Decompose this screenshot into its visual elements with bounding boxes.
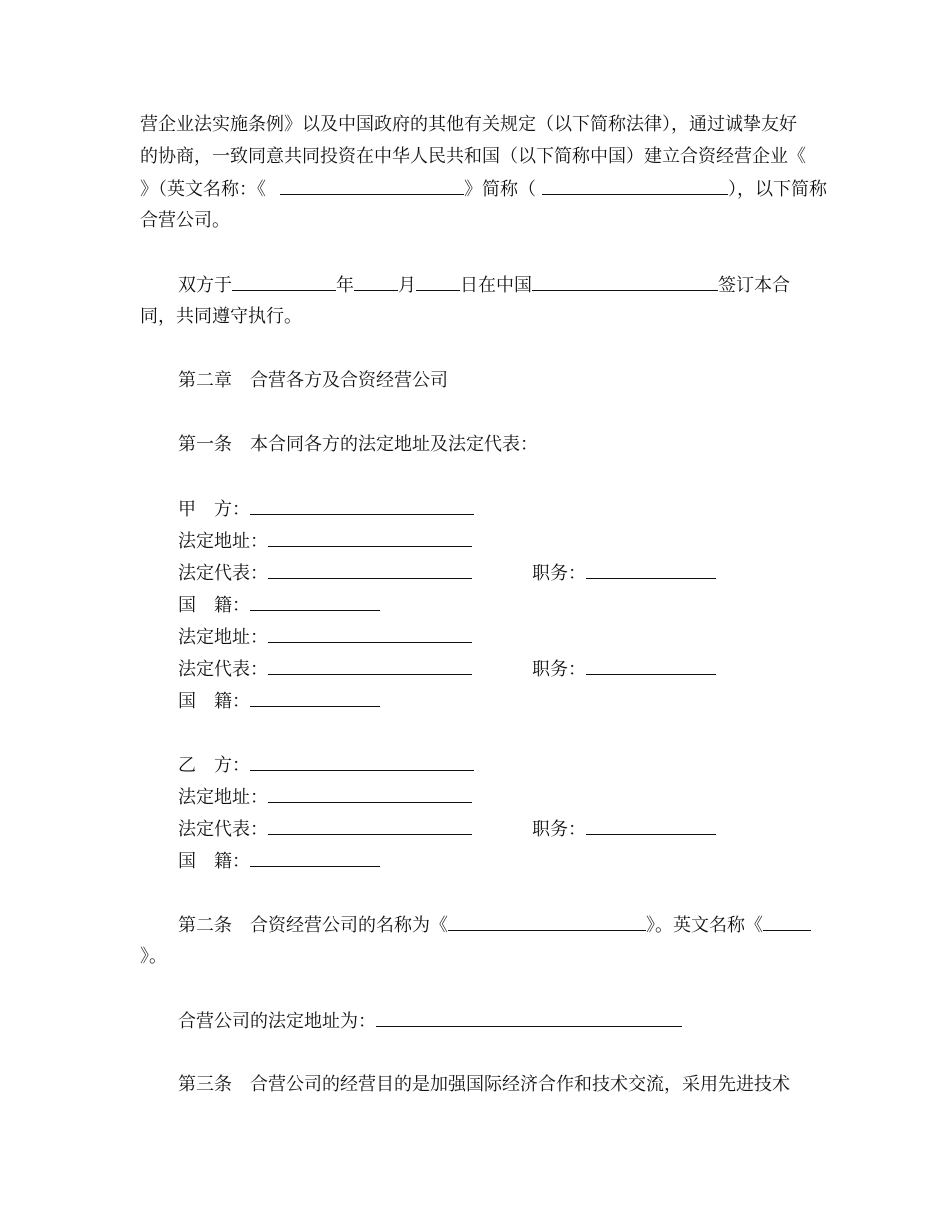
company-english-name-blank[interactable] [763,914,811,931]
english-name-blank[interactable] [280,178,464,195]
party-b-label: 乙 方： [178,755,250,776]
legal-address-label: 合营公司的法定地址为： [178,1011,376,1032]
party-b-rep-blank[interactable] [268,818,472,835]
legal-address-row [178,1010,682,1032]
party-b-nationality-row [178,850,380,872]
party-a-address2-label: 法定地址： [178,627,268,648]
party-a-nationality-row [178,594,380,616]
party-a-nationality2-blank[interactable] [250,690,380,707]
article-2-line-2: 》。 [140,946,167,967]
party-a-address2-row [178,626,472,648]
party-a-rep2-blank[interactable] [268,658,472,675]
party-a-position2-row [532,658,716,680]
party-a-position2-label: 职务： [532,659,586,680]
party-a-position-blank[interactable] [586,562,716,579]
signing-a: 双方于 [178,275,232,296]
party-a-nationality-label: 国 籍： [178,595,250,616]
party-b-position-label: 职务： [532,819,586,840]
legal-address-blank[interactable] [376,1010,682,1027]
party-a-nationality2-row [178,690,380,712]
party-a-label: 甲 方： [178,499,250,520]
party-a-rep2-row [178,658,472,680]
intro-line-1: 营企业法实施条例》以及中国政府的其他有关规定（以下简称法律），通过诚挚友好 [140,114,797,135]
party-a-address-row [178,530,472,552]
party-a-address-blank[interactable] [268,530,472,547]
company-name-blank[interactable] [448,914,646,931]
party-b-name-row [178,754,474,776]
party-a-rep-blank[interactable] [268,562,472,579]
signing-line-1 [178,274,790,296]
signing-year: 年 [336,275,354,296]
day-blank[interactable] [416,274,460,291]
party-a-rep2-label: 法定代表： [178,659,268,680]
party-a-position-label: 职务： [532,563,586,584]
party-a-rep-row [178,562,472,584]
month-blank[interactable] [354,274,398,291]
article-2-b: 》。英文名称《 [646,915,763,936]
party-b-nationality-blank[interactable] [250,850,380,867]
article-2-line-1 [178,914,811,936]
intro-line-3-c: ），以下简称 [728,179,827,200]
party-a-position2-blank[interactable] [586,658,716,675]
article-1: 第一条 本合同各方的法定地址及法定代表： [178,434,538,455]
party-a-address-label: 法定地址： [178,531,268,552]
party-a-rep-label: 法定代表： [178,563,268,584]
signing-month: 月 [398,275,416,296]
intro-line-3 [140,178,827,200]
party-b-position-row [532,818,716,840]
intro-line-4: 合营公司。 [140,210,230,231]
party-b-address-label: 法定地址： [178,787,268,808]
signing-b: 签订本合 [718,275,790,296]
article-3: 第三条 合营公司的经营目的是加强国际经济合作和技术交流，采用先进技术 [178,1074,790,1095]
party-b-position-blank[interactable] [586,818,716,835]
party-a-name-blank[interactable] [250,498,474,515]
intro-line-2: 的协商，一致同意共同投资在中华人民共和国（以下简称中国）建立合资经营企业《 [140,146,806,167]
party-b-address-row [178,786,472,808]
party-b-rep-label: 法定代表： [178,819,268,840]
party-a-nationality2-label: 国 籍： [178,691,250,712]
party-b-name-blank[interactable] [250,754,474,771]
party-b-address-blank[interactable] [268,786,472,803]
intro-line-3-b: 》简称（ [464,179,536,200]
party-b-rep-row [178,818,472,840]
party-a-name-row [178,498,474,520]
signing-line-2: 同，共同遵守执行。 [140,306,302,327]
short-name-blank[interactable] [542,178,728,195]
party-b-nationality-label: 国 籍： [178,851,250,872]
intro-line-3-a: 》（英文名称：《 [140,179,266,200]
article-2-a: 第二条 合资经营公司的名称为《 [178,915,448,936]
party-a-address2-blank[interactable] [268,626,472,643]
party-a-position-row [532,562,716,584]
party-a-nationality-blank[interactable] [250,594,380,611]
signing-day: 日在中国 [460,275,532,296]
year-blank[interactable] [232,274,336,291]
signing-place-blank[interactable] [532,274,718,291]
chapter-heading: 第二章 合营各方及合资经营公司 [178,370,448,391]
